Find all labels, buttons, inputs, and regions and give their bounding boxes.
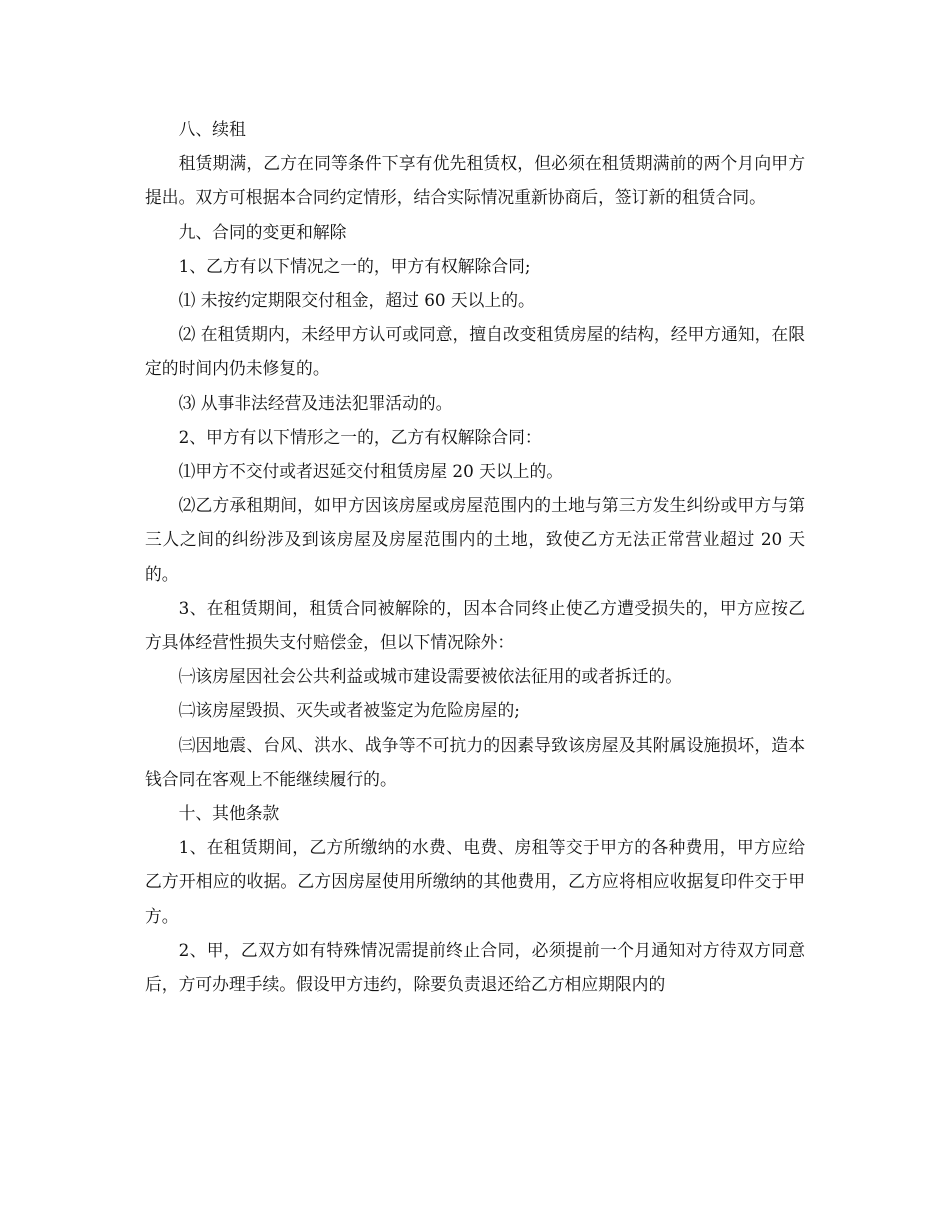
section-heading-renewal: 八、续租 [178, 119, 246, 139]
clause-item: 1、乙方有以下情况之一的，甲方有权解除合同; [178, 255, 531, 276]
clause-item: 3、在租赁期间，租赁合同被解除的，因本合同终止使乙方遭受损失的，甲方应按乙方具体经营性损失支付赔偿金，但以下情况除外： [145, 597, 805, 653]
clause-subitem: ㈠该房屋因社会公共利益或城市建设需要被依法征用的或者拆迁的。 [178, 666, 683, 687]
clause-subitem: ㈢因地震、台风、洪水、战争等不可抗力的因素导致该房屋及其附属设施损坏，造本钱合同在客观上不能继续履行的。 [145, 734, 805, 789]
clause-subitem: ⑴ 未按约定期限交付租金，超过 60 天以上的。 [178, 290, 535, 311]
section-heading-change-termination: 九、合同的变更和解除 [178, 221, 347, 242]
clause-item: 2、甲，乙双方如有特殊情况需提前终止合同，必须提前一个月通知对方待双方同意后，方可办理手续。假设甲方违约，除要负责退还给乙方相应期限内的 [145, 939, 805, 995]
clause-subitem: ⑴甲方不交付或者迟延交付租赁房屋 20 天以上的。 [178, 461, 564, 482]
section-heading-other-terms: 十、其他条款 [178, 803, 280, 824]
clause-subitem: ⑵ 在租赁期内，未经甲方认可或同意，擅自改变租赁房屋的结构，经甲方通知，在限定的时间内仍未修复的。 [145, 324, 805, 379]
clause-subitem: ⑵乙方承租期间，如甲方因该房屋或房屋范围内的土地与第三方发生纠纷或甲方与第三人之间的纠纷涉及到该房屋及房屋范围内的土地，致使乙方无法正常营业超过 20 天的。 [145, 495, 805, 584]
paragraph: 租赁期满，乙方在同等条件下享有优先租赁权，但必须在租赁期满前的两个月向甲方提出。双方可根据本合同约定情形，结合实际情况重新协商后，签订新的租赁合同。 [145, 153, 805, 208]
clause-item: 1、在租赁期间，乙方所缴纳的水费、电费、房租等交于甲方的各种费用，甲方应给乙方开相应的收据。乙方因房屋使用所缴纳的其他费用，乙方应将相应收据复印件交于甲方。 [145, 837, 805, 926]
document-body [145, 112, 805, 1001]
clause-subitem: ㈡该房屋毁损、灭失或者被鉴定为危险房屋的; [178, 700, 520, 721]
clause-subitem: ⑶ 从事非法经营及违法犯罪活动的。 [178, 392, 453, 413]
clause-item: 2、甲方有以下情形之一的，乙方有权解除合同： [178, 426, 542, 447]
